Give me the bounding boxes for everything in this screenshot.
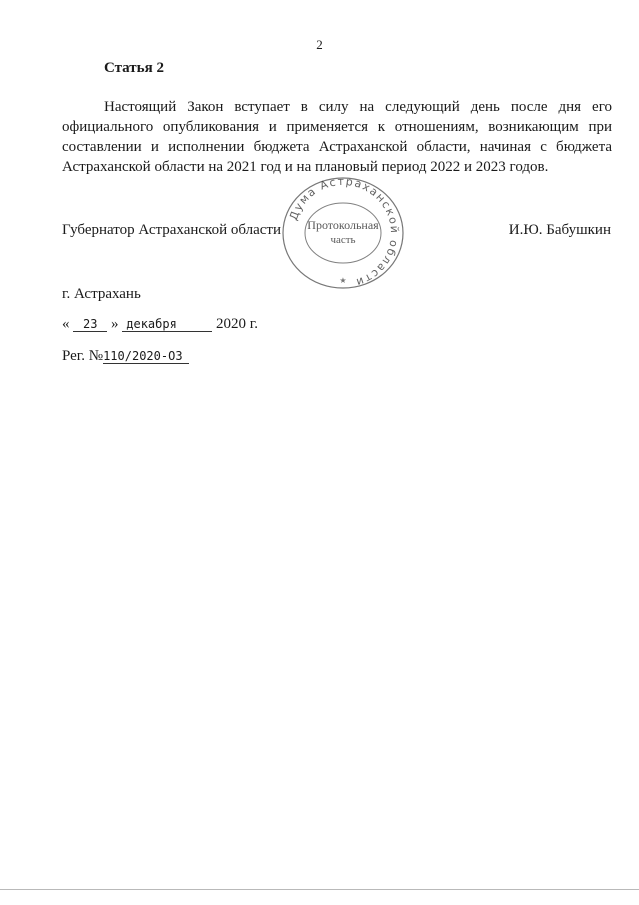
date-open-quote: «: [62, 316, 70, 332]
registration-label: Рег. №: [62, 348, 104, 364]
date-month-field: декабря: [122, 317, 212, 332]
seal-star-icon: ★: [339, 276, 347, 285]
registration-line: [62, 348, 189, 365]
svg-text:Дума Астраханской области: [287, 176, 401, 289]
seal-outer-text: Дума Астраханской области: [286, 176, 402, 290]
date-year: 2020 г.: [216, 316, 258, 332]
article-body-paragraph: Настоящий Закон вступает в силу на следующий день после дня его официального опубликования и применяется к отношениям, возникающим при составлении и исполнении бюджета Астраханской области, начиная с бюджета Астраханской области на 2021 год и на плановый период 2022 и 2023 годов.: [62, 99, 612, 175]
seal-inner-line-1: Протокольная: [307, 218, 379, 232]
governor-name: И.Ю. Бабушкин: [508, 222, 611, 238]
article-heading: Статья 2: [104, 60, 164, 76]
city: г. Астрахань: [62, 286, 141, 302]
date-day-field: 23: [73, 317, 107, 332]
date-close-quote: »: [111, 316, 119, 332]
date-line: [62, 316, 258, 333]
registration-number-field: 110/2020-ОЗ: [103, 349, 189, 364]
page-number: 2: [316, 37, 323, 52]
governor-title: Губернатор Астраханской области: [62, 222, 282, 238]
seal-inner-line-2: часть: [330, 234, 356, 246]
bottom-scan-rule: [0, 889, 639, 890]
official-seal: [280, 176, 406, 290]
